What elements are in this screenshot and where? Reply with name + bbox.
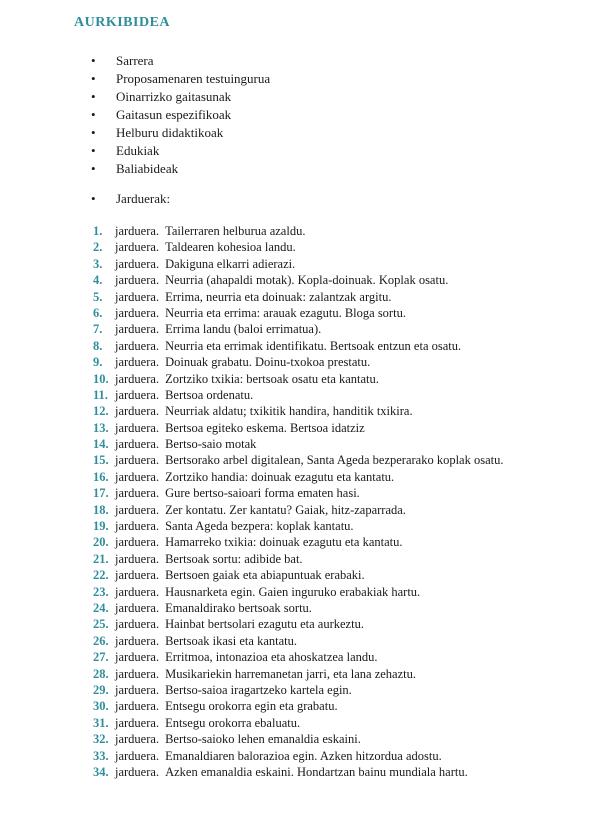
activity-text: Neurria eta errimak identifikatu. Bertsoak entzun eta osatu. (165, 338, 462, 353)
activity-number: 6. (93, 305, 103, 320)
activity-text: Gure bertso-saioari forma ematen hasi. (165, 486, 360, 501)
activity-word: jarduera. (115, 387, 160, 402)
activity-item (93, 518, 504, 534)
activity-text: Emanaldiaren balorazioa egin. Azken hitzordua adostu. (165, 748, 442, 763)
activity-text: Neurriak aldatu; txikitik handira, handitik txikira. (165, 404, 413, 419)
activity-word: jarduera. (115, 273, 160, 288)
activity-item (93, 682, 504, 698)
activity-text: Errima landu (baloi errimatua). (165, 322, 322, 337)
activity-text: Bertso-saioko lehen emanaldia eskaini. (165, 732, 361, 747)
activity-text: Entsegu orokorra egin eta grabatu. (165, 699, 338, 714)
activity-text: Bertsoa ordenatu. (165, 387, 254, 402)
activity-text: Hainbat bertsolari ezagutu eta aurkeztu. (165, 617, 364, 632)
activity-number: 33. (93, 748, 109, 763)
activity-number: 17. (93, 486, 109, 501)
activity-word: jarduera. (115, 486, 160, 501)
activity-text: Bertsoen gaiak eta abiapuntuak erabaki. (165, 568, 365, 583)
activity-number: 30. (93, 699, 109, 714)
activity-word: jarduera. (115, 568, 160, 583)
activity-item (93, 338, 504, 354)
activity-item (93, 256, 504, 272)
activity-word: jarduera. (115, 355, 160, 370)
activity-item (93, 666, 504, 682)
activity-number: 19. (93, 519, 109, 534)
activity-text: Errima, neurria eta doinuak: zalantzak argitu. (165, 289, 392, 304)
activity-text: Musikariekin harremanetan jarri, eta lana zehaztu. (165, 666, 416, 681)
activity-item (93, 567, 504, 583)
activity-item (93, 223, 504, 239)
activity-word: jarduera. (115, 305, 160, 320)
activity-item (93, 534, 504, 550)
activity-number: 32. (93, 732, 109, 747)
activity-text: Neurria eta errima: arauak ezagutu. Bloga sortu. (165, 305, 406, 320)
activity-number: 20. (93, 535, 109, 550)
activity-item (93, 485, 504, 501)
activity-item (93, 748, 504, 764)
activity-item (93, 371, 504, 387)
activity-word: jarduera. (115, 338, 160, 353)
activity-word: jarduera. (115, 240, 160, 255)
activity-item (93, 649, 504, 665)
activity-text: Taldearen kohesioa landu. (165, 240, 296, 255)
activity-item (93, 436, 504, 452)
activity-item (93, 403, 504, 419)
activity-text: Hamarreko txikia: doinuak ezagutu eta kantatu. (165, 535, 403, 550)
activity-word: jarduera. (115, 699, 160, 714)
activity-number: 3. (93, 256, 103, 271)
activity-number: 21. (93, 551, 109, 566)
activity-word: jarduera. (115, 682, 160, 697)
activity-number: 4. (93, 273, 103, 288)
activity-item (93, 551, 504, 567)
activity-list (93, 223, 504, 780)
activity-number: 14. (93, 437, 109, 452)
activity-text: Zortziko handia: doinuak ezagutu eta kantatu. (165, 469, 395, 484)
activity-number: 12. (93, 404, 109, 419)
activity-number: 34. (93, 764, 109, 779)
activity-number: 9. (93, 355, 103, 370)
activity-item (93, 616, 504, 632)
activity-word: jarduera. (115, 256, 160, 271)
toc-bullet-list (91, 52, 270, 178)
activity-text: Doinuak grabatu. Doinu-txokoa prestatu. (165, 355, 371, 370)
activity-item (93, 584, 504, 600)
activity-word: jarduera. (115, 600, 160, 615)
activity-text: Bertsoa egiteko eskema. Bertsoa idatziz (165, 420, 365, 435)
activity-number: 8. (93, 338, 103, 353)
activity-text: Dakiguna elkarri adierazi. (165, 256, 296, 271)
activity-number: 22. (93, 568, 109, 583)
activity-text: Bertsorako arbel digitalean, Santa Ageda bezperarako koplak osatu. (165, 453, 504, 468)
activity-word: jarduera. (115, 617, 160, 632)
activity-number: 23. (93, 584, 109, 599)
activity-word: jarduera. (115, 584, 160, 599)
activity-text: Neurria (ahapaldi motak). Kopla-doinuak. Koplak osatu. (165, 273, 449, 288)
activity-item (93, 502, 504, 518)
activity-word: jarduera. (115, 404, 160, 419)
activity-item (93, 698, 504, 714)
activity-number: 13. (93, 420, 109, 435)
toc-item: • Gaitasun espezifikoak (91, 106, 270, 124)
activity-word: jarduera. (115, 289, 160, 304)
activity-text: Hausnarketa egin. Gaien inguruko erabakiak hartu. (165, 584, 421, 599)
activity-text: Tailerraren helburua azaldu. (165, 224, 306, 238)
activity-item (93, 452, 504, 468)
activity-word: jarduera. (115, 764, 160, 779)
activity-number: 16. (93, 469, 109, 484)
activity-number: 25. (93, 617, 109, 632)
activity-text: Bertso-saioa iragartzeko kartela egin. (165, 682, 352, 697)
activity-text: Emanaldirako bertsoak sortu. (165, 600, 312, 615)
activity-number: 11. (93, 387, 108, 402)
activity-number: 28. (93, 666, 109, 681)
activity-text: Zer kontatu. Zer kantatu? Gaiak, hitz-zaparrada. (165, 502, 406, 517)
activity-item (93, 764, 504, 780)
activity-item (93, 289, 504, 305)
activity-word: jarduera. (115, 453, 160, 468)
activity-number: 10. (93, 371, 109, 386)
activity-item (93, 731, 504, 747)
activity-item (93, 354, 504, 370)
activity-word: jarduera. (115, 551, 160, 566)
activity-text: Bertso-saio motak (165, 437, 257, 452)
activity-number: 24. (93, 600, 109, 615)
activity-item (93, 387, 504, 403)
activity-number: 5. (93, 289, 103, 304)
activity-number: 27. (93, 650, 109, 665)
activity-word: jarduera. (115, 469, 160, 484)
activity-word: jarduera. (115, 650, 160, 665)
activity-word: jarduera. (115, 371, 160, 386)
activity-word: jarduera. (115, 748, 160, 763)
activity-text: Erritmoa, intonazioa eta ahoskatzea landu. (165, 650, 378, 665)
activity-word: jarduera. (115, 502, 160, 517)
activity-item (93, 272, 504, 288)
activity-word: jarduera. (115, 666, 160, 681)
activity-text: Entsegu orokorra ebaluatu. (165, 715, 301, 730)
activity-word: jarduera. (115, 633, 160, 648)
activity-text: Bertsoak ikasi eta kantatu. (165, 633, 297, 648)
activity-text: Bertsoak sortu: adibide bat. (165, 551, 303, 566)
activity-item (93, 715, 504, 731)
activity-number: 26. (93, 633, 109, 648)
activity-item (93, 321, 504, 337)
activity-word: jarduera. (115, 420, 160, 435)
activity-word: jarduera. (115, 322, 160, 337)
toc-item: • Sarrera (91, 52, 270, 70)
activity-word: jarduera. (115, 732, 160, 747)
toc-item: • Oinarrizko gaitasunak (91, 88, 270, 106)
activity-item (93, 239, 504, 255)
activity-number: 15. (93, 453, 109, 468)
toc-item-jarduerak: • Jarduerak: (91, 190, 170, 208)
activity-word: jarduera. (115, 437, 160, 452)
activity-item (93, 469, 504, 485)
activity-text: Zortziko txikia: bertsoak osatu eta kantatu. (165, 371, 379, 386)
activity-item (93, 633, 504, 649)
toc-item: • Helburu didaktikoak (91, 124, 270, 142)
activity-number: 7. (93, 322, 103, 337)
activity-word: jarduera. (115, 224, 160, 238)
activity-number: 18. (93, 502, 109, 517)
document-title: AURKIBIDEA (74, 15, 171, 30)
activity-item (93, 420, 504, 436)
activity-item (93, 305, 504, 321)
toc-item: • Proposamenaren testuingurua (91, 70, 270, 88)
activity-number: 1. (93, 224, 103, 238)
toc-item: • Baliabideak (91, 160, 270, 178)
activity-word: jarduera. (115, 715, 160, 730)
activity-text: Azken emanaldia eskaini. Hondartzan bainu mundiala hartu. (165, 764, 468, 779)
activity-text: Santa Ageda bezpera: koplak kantatu. (165, 519, 354, 534)
activity-number: 31. (93, 715, 109, 730)
activity-number: 2. (93, 240, 103, 255)
activity-word: jarduera. (115, 535, 160, 550)
activity-number: 29. (93, 682, 109, 697)
activity-word: jarduera. (115, 519, 160, 534)
activity-item (93, 600, 504, 616)
toc-item: • Edukiak (91, 142, 270, 160)
